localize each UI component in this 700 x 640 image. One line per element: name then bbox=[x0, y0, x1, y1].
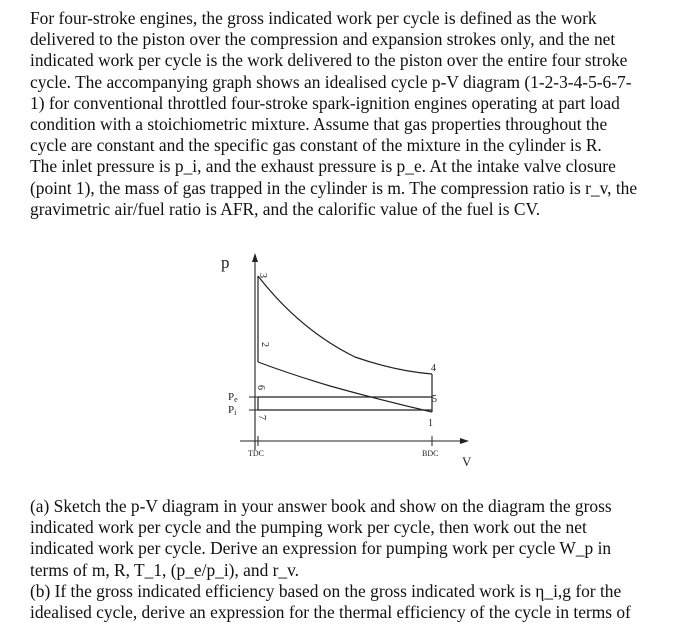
intro-line: For four-stroke engines, the gross indicated work per cycle is defined as the work bbox=[30, 8, 597, 28]
question-line: indicated work per cycle. Derive an expression for pumping work per cycle W_p in bbox=[30, 538, 612, 559]
pe-subscript: e bbox=[234, 395, 238, 404]
intro-line: (point 1), the mass of gas trapped in the cylinder is m. The compression ratio is r_v, the bbox=[30, 177, 638, 198]
intro-line: delivered to the piston over the compression and expansion strokes only, and the net bbox=[30, 29, 616, 50]
question-line: (b) If the gross indicated efficiency based on the gross indicated work is η_i,g for the bbox=[30, 580, 622, 601]
intro-line: cycle. The accompanying graph shows an idealised cycle p-V diagram (1-2-3-4-5-6-7- bbox=[30, 71, 632, 92]
intro-line: condition with a stoichiometric mixture. Assume that gas properties throughout the bbox=[30, 114, 608, 135]
question-line: terms of m, R, T_1, (p_e/p_i), and r_v. bbox=[30, 559, 300, 580]
pi-tick-label bbox=[228, 404, 237, 417]
point-7-label: 7 bbox=[256, 415, 267, 420]
question-line: indicated work per cycle and the pumping work per cycle, then work out the net bbox=[30, 517, 587, 538]
bdc-label: BDC bbox=[422, 449, 439, 458]
x-axis-arrow bbox=[460, 438, 469, 444]
point-4-label: 4 bbox=[431, 363, 436, 374]
intro-line: gravimetric air/fuel ratio is AFR, and the calorific value of the fuel is CV. bbox=[30, 198, 541, 219]
pe-tick-label bbox=[228, 391, 238, 404]
question-line: (a) Sketch the p-V diagram in your answer book and show on the diagram the gross bbox=[30, 496, 612, 516]
tdc-label: TDC bbox=[248, 449, 264, 458]
point-2-label: 2 bbox=[259, 342, 270, 347]
x-axis-label: V bbox=[462, 454, 472, 469]
intro-line: cycle are constant and the specific gas constant of the mixture in the cylinder is R. bbox=[30, 135, 602, 156]
pi-subscript: i bbox=[234, 408, 237, 417]
intro-line: indicated work per cycle is the work delivered to the piston over the entire four stroke bbox=[30, 50, 628, 71]
intro-line: The inlet pressure is p_i, and the exhaust pressure is p_e. At the intake valve closure bbox=[30, 156, 616, 177]
point-5-label: 5 bbox=[432, 394, 437, 405]
expansion-curve-3-4 bbox=[258, 276, 432, 374]
pe-letter: P bbox=[228, 391, 235, 403]
point-1-label: 1 bbox=[428, 418, 433, 429]
y-axis-arrow bbox=[252, 253, 258, 262]
question-line: idealised cycle, derive an expression for the thermal efficiency of the cycle in terms of bbox=[30, 602, 631, 623]
y-axis-label: p bbox=[221, 253, 230, 272]
point-6-label: 6 bbox=[255, 385, 266, 390]
compression-curve-1-2 bbox=[258, 362, 432, 412]
point-3-label: 3 bbox=[257, 273, 268, 278]
pi-letter: P bbox=[228, 404, 235, 416]
intro-line: 1) for conventional throttled four-stroke spark-ignition engines operating at part load bbox=[30, 92, 620, 113]
questions bbox=[30, 496, 680, 623]
